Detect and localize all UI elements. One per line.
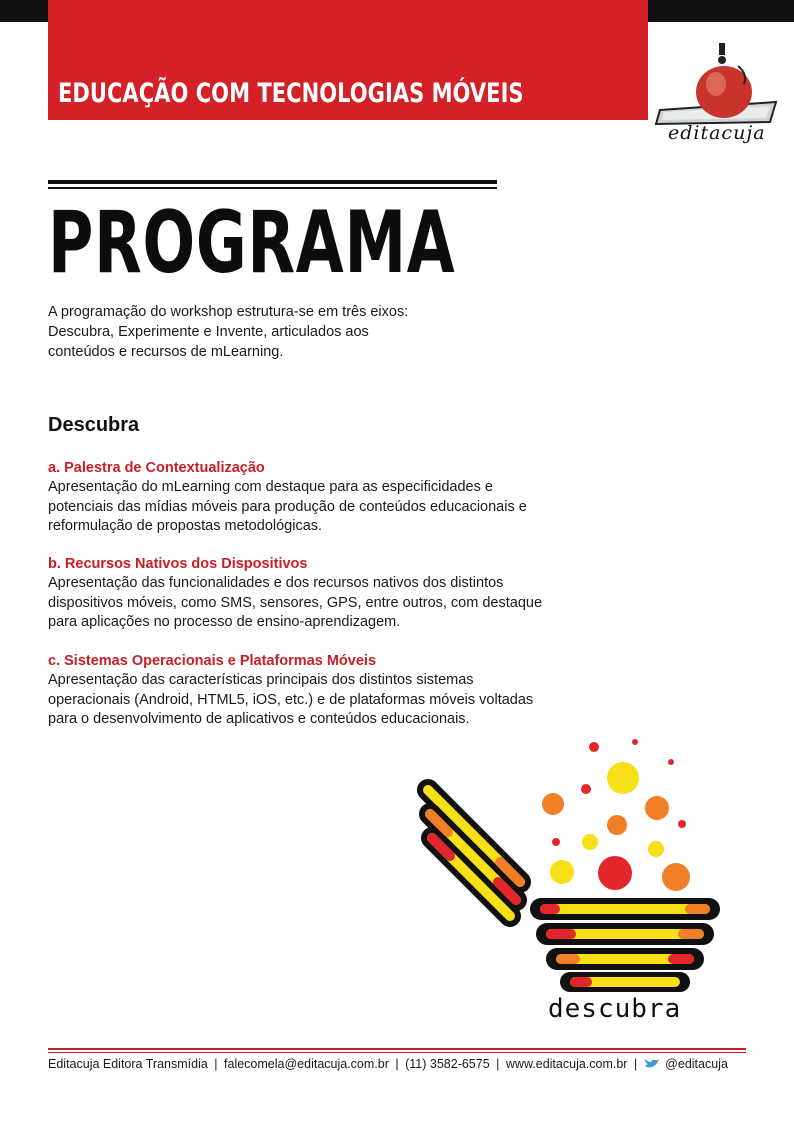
item-body: [48, 671, 548, 730]
footer-separator: |: [633, 1057, 638, 1071]
item-title: b. Recursos Nativos dos Dispositivos: [48, 556, 308, 572]
item-line: operacionais (Android, HTML5, iOS, etc.) e de plataformas móveis voltadas: [48, 691, 534, 708]
title-rule-thin: [48, 187, 497, 189]
bowl: [530, 898, 720, 992]
intro-line: conteúdos e recursos de mLearning.: [48, 344, 284, 360]
logo-text: editacuja: [668, 122, 766, 144]
footer-twitter[interactable]: @editacuja: [665, 1057, 728, 1071]
item-line: Apresentação das funcionalidades e dos recursos nativos dos distintos: [48, 575, 504, 591]
footer-rule-thin: [48, 1052, 746, 1053]
illustration-caption: descubra: [548, 994, 682, 1024]
footer-website[interactable]: www.editacuja.com.br: [505, 1057, 628, 1071]
footer-separator: |: [496, 1057, 500, 1071]
footer-phone: (11) 3582-6575: [405, 1057, 490, 1071]
program-item-c: [48, 652, 548, 730]
item-line: reformulação de propostas metodológicas.: [48, 518, 323, 534]
program-item-b: [48, 555, 548, 633]
bubbles: [542, 739, 690, 891]
item-body: [48, 574, 548, 633]
intro-line: Descubra, Experimente e Invente, articulados aos: [48, 324, 369, 340]
intro-line: A programação do workshop estrutura-se em três eixos:: [48, 304, 409, 320]
intro-paragraph: [48, 302, 468, 362]
item-body: [48, 478, 548, 537]
item-line: para o desenvolvimento de aplicativos e conteúdos educacionais.: [48, 711, 470, 727]
pestle: [428, 790, 520, 916]
footer-separator: |: [214, 1057, 218, 1071]
program-item-a: [48, 459, 548, 537]
item-line: Apresentação do mLearning com destaque para as especificidades e: [48, 479, 493, 495]
footer-rule: [48, 1048, 746, 1050]
footer: [48, 1057, 728, 1071]
item-line: para aplicações no processo de ensino-aprendizagem.: [48, 614, 401, 630]
item-title: a. Palestra de Contextualização: [48, 460, 265, 476]
footer-publisher: Editacuja Editora Transmídia: [48, 1057, 208, 1071]
footer-separator: |: [395, 1057, 399, 1071]
item-line: potenciais das mídias móveis para produção de conteúdos educacionais e: [48, 498, 527, 515]
section-heading: Descubra: [48, 414, 140, 436]
twitter-bird-icon: [644, 1058, 660, 1070]
header-title: EDUCAÇÃO COM TECNOLOGIAS MÓVEIS: [58, 78, 524, 109]
descubra-illustration: [410, 730, 740, 1030]
item-line: dispositivos móveis, como SMS, sensores, GPS, entre outros, com destaque: [48, 594, 543, 611]
item-line: Apresentação das características principais dos distintos sistemas: [48, 672, 474, 688]
title-rule-thick: [48, 180, 497, 184]
footer-email[interactable]: falecomela@editacuja.com.br: [224, 1057, 389, 1071]
page-title: PROGRAMA: [48, 193, 456, 293]
item-title: c. Sistemas Operacionais e Plataformas Móveis: [48, 653, 377, 669]
